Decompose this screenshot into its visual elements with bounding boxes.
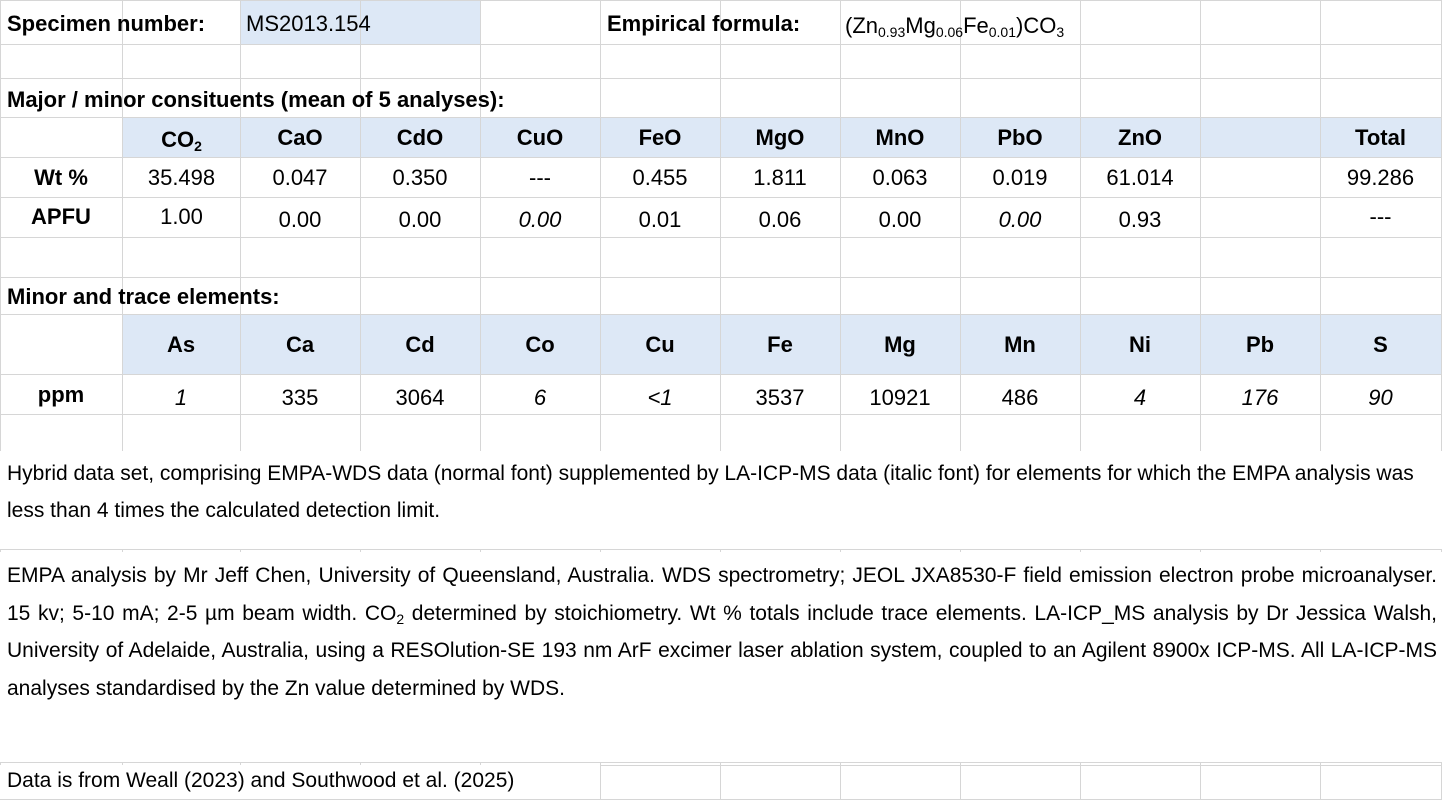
wt-value-cuo: --- [529,165,551,190]
trace-header-pb: Pb [1245,332,1275,357]
trace-header-mg: Mg [884,332,916,357]
apfu-value-zno: 0.93 [1118,207,1162,232]
trace-value-ca: 335 [281,385,319,410]
grid-row-line [0,44,1442,45]
trace-value-co: 6 [533,385,547,410]
hybrid-dataset-note: Hybrid data set, comprising EMPA-WDS data (normal font) supplemented by LA-ICP-MS data (italic font) for elements for which the EMPA analysis was less than 4 times the calculated detection limit. [7,462,1414,522]
trace-value-s: 90 [1368,385,1393,410]
wt-value-feo: 0.455 [632,165,688,190]
major-header-feo: FeO [638,125,682,150]
major-header-cdo: CdO [396,125,444,150]
wt-total-value: 99.286 [1346,165,1415,190]
ppm-row-label: ppm [37,382,85,407]
analysis-methods-note: EMPA analysis by Mr Jeff Chen, University of Queensland, Australia. WDS spectrometry; JEOL JXA8530-F field emission electron probe microanalyser. 15 kv; 5-10 mA; 2-5 µm beam width. $CO_2$ determined by stoichiometry. Wt % totals include trace elements. LA-ICP_MS analysis by Dr Jessica Walsh, University of Adelaide, Australia, using a RESOlution-SE 193 nm ArF excimer laser ablation system, coupled to an Agilent 8900x ICP-MS. All LA-ICP-MS analyses standardised by the Zn value determined by WDS. [7,564,1438,700]
wt-value-zno: 61.014 [1106,165,1174,190]
major-header-zno: ZnO [1118,125,1162,150]
grid-row-line [0,277,1442,278]
apfu-value-pbo: 0.00 [998,207,1042,232]
trace-value-ni: 4 [1133,385,1147,410]
wt-value-cao: 0.047 [272,165,328,190]
trace-header-co: Co [525,332,555,357]
major-constituents-heading: Major / minor consituents (mean of 5 analyses): [7,87,505,112]
major-header-co2: $CO_2$ [161,127,202,154]
grid-row-line [0,374,1442,375]
wt-co2-value: 35.498 [147,165,216,190]
wt-value-mgo: 1.811 [753,165,807,190]
trace-value-as: 1 [174,385,188,410]
grid-row-line [0,762,1442,763]
grid-row-line [0,0,1442,1]
trace-value-cu: <1 [647,385,673,410]
trace-header-s: S [1373,332,1388,357]
specimen-label: Specimen number: [7,11,206,36]
trace-header-cd: Cd [405,332,435,357]
apfu-value-mno: 0.00 [878,207,922,232]
trace-header-as: As [166,332,196,357]
apfu-total-value: --- [1369,204,1392,229]
grid-row-line [0,197,1442,198]
formula-label: Empirical formula: [607,11,801,36]
apfu-value-mgo: 0.06 [758,207,802,232]
data-source-note: Data is from Weall (2023) and Southwood et al. (2025) [7,769,515,792]
grid-row-line [0,414,1442,415]
grid-row-line [0,157,1442,158]
trace-value-fe: 3537 [755,385,805,410]
trace-header-mn: Mn [1004,332,1036,357]
apfu-value-cdo: 0.00 [398,207,442,232]
wt-value-pbo: 0.019 [992,165,1048,190]
trace-header-cu: Cu [645,332,675,357]
major-header-pbo: PbO [997,125,1043,150]
major-header-total: Total [1355,125,1406,150]
trace-elements-heading: Minor and trace elements: [7,284,280,309]
major-header-cao: CaO [277,125,323,150]
apfu-value-feo: 0.01 [638,207,682,232]
trace-value-mn: 486 [1001,385,1039,410]
apfu-row-label: APFU [31,204,91,229]
trace-value-mg: 10921 [869,385,931,410]
major-header-mno: MnO [875,125,925,150]
trace-header-fe: Fe [767,332,793,357]
wt-row-label: Wt % [34,165,88,190]
grid-row-line [0,314,1442,315]
grid-row-line [0,549,1442,550]
grid-row-line [0,78,1442,79]
trace-value-cd: 3064 [395,385,445,410]
grid-row-line [0,237,1442,238]
trace-header-ni: Ni [1129,332,1151,357]
wt-value-cdo: 0.350 [392,165,448,190]
trace-value-pb: 176 [1241,385,1279,410]
major-header-mgo: MgO [755,125,805,150]
apfu-value-cao: 0.00 [278,207,322,232]
major-header-cuo: CuO [516,125,564,150]
apfu-value-cuo: 0.00 [518,207,562,232]
trace-header-ca: Ca [285,332,315,357]
empirical-formula: $(Zn_{0.93}Mg_{0.06}Fe_{0.01})CO_3$ [845,13,1065,40]
wt-value-mno: 0.063 [872,165,928,190]
apfu-co2-value: 1.00 [160,204,203,229]
grid-row-line [0,117,1442,118]
specimen-value[interactable]: MS2013.154 [246,11,371,36]
